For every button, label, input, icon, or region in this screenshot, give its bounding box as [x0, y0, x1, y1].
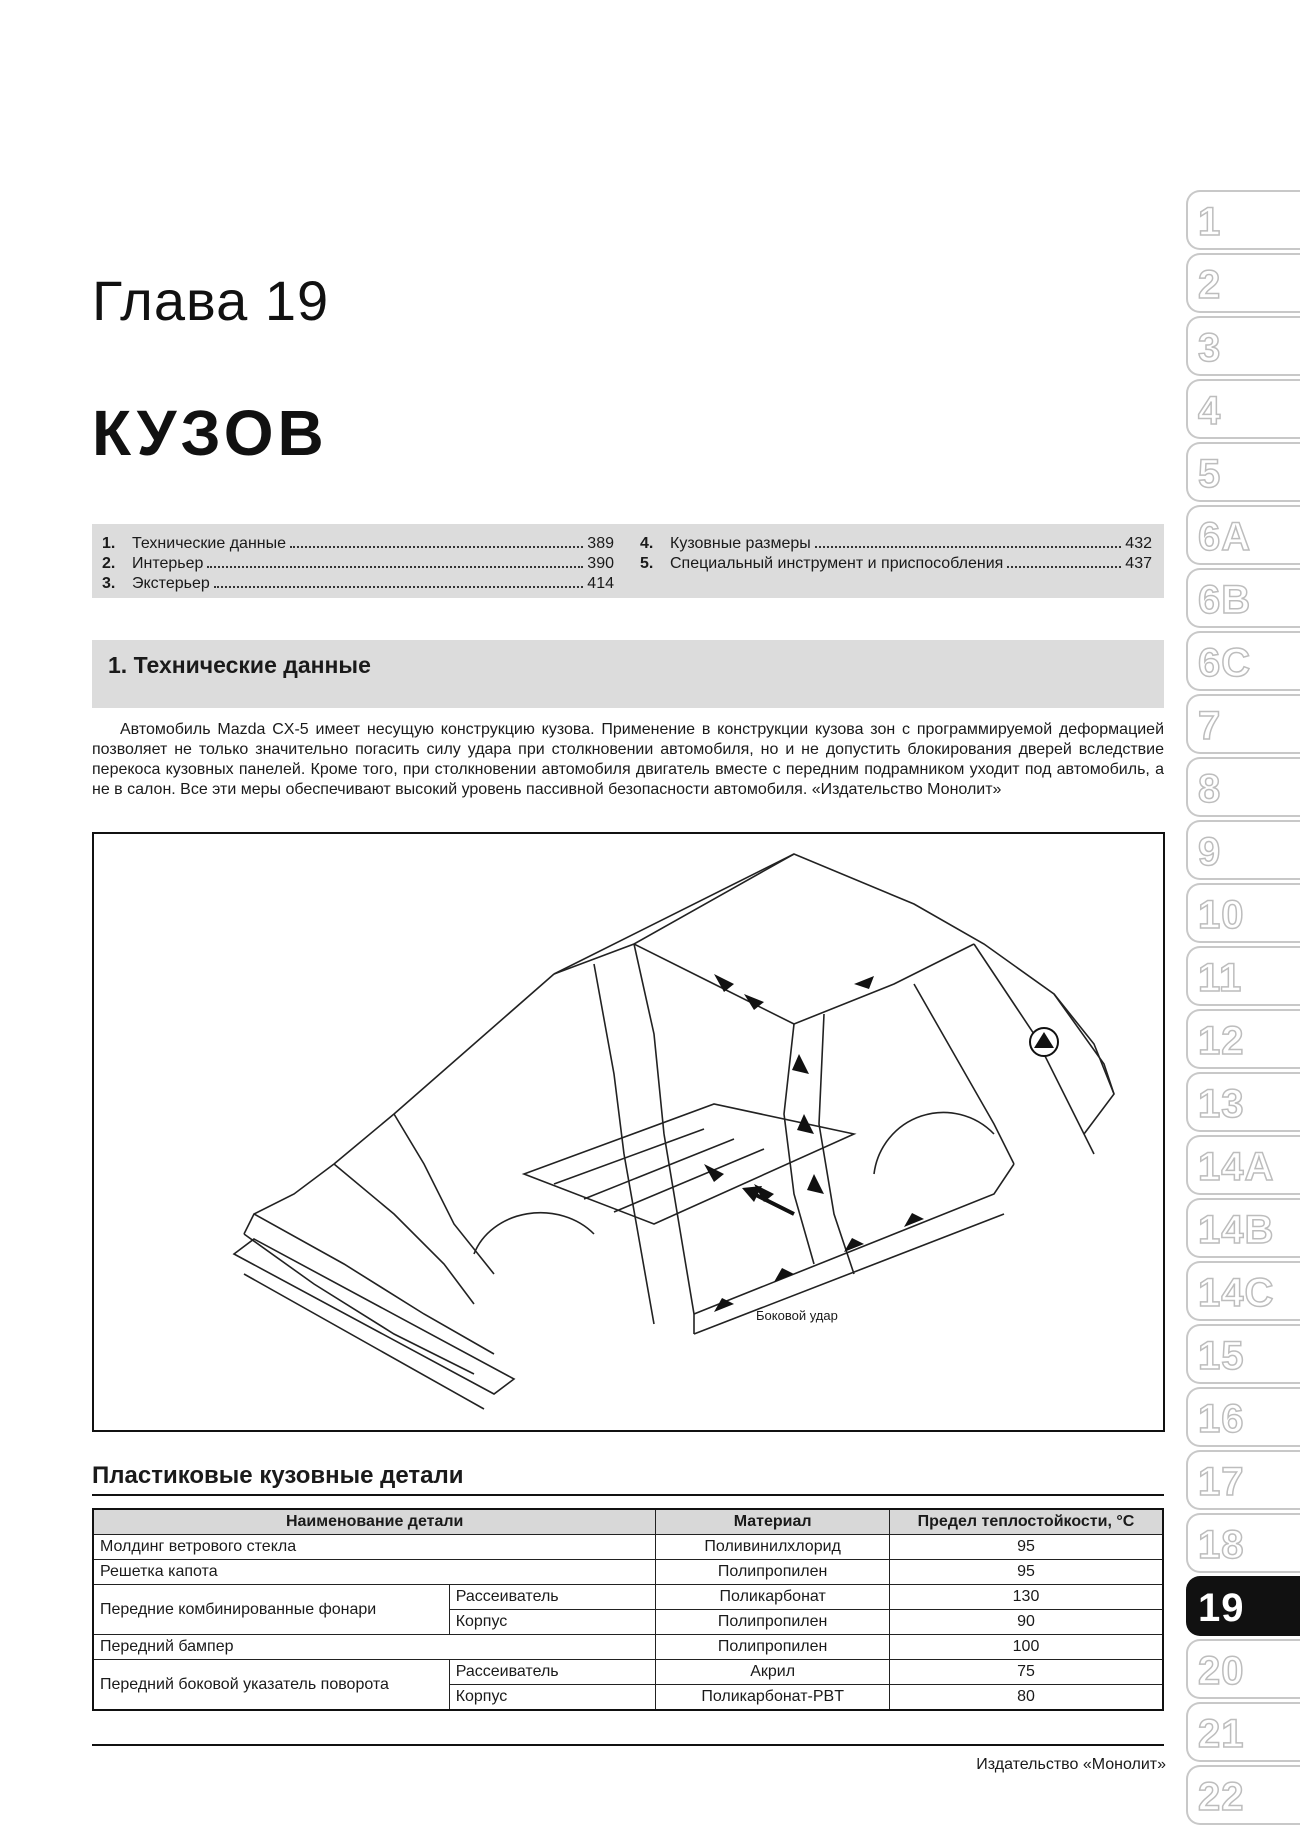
chapter-tab[interactable]: 18 — [1186, 1513, 1300, 1573]
plastic-parts-table — [92, 1508, 1164, 1711]
section-header — [92, 640, 1164, 708]
chapter-label: Глава 19 — [92, 269, 330, 332]
table-row: Передний бампер Полипропилен 100 — [93, 1635, 1163, 1660]
chapter-tab[interactable]: 10 — [1186, 883, 1300, 943]
col-header-name: Наименование детали — [93, 1509, 656, 1535]
chapter-tab[interactable]: 6C — [1186, 631, 1300, 691]
chapter-tab[interactable]: 7 — [1186, 694, 1300, 754]
chapter-tab[interactable]: 11 — [1186, 946, 1300, 1006]
chapter-tab-active[interactable]: 19 — [1186, 1576, 1300, 1636]
chapter-tab[interactable]: 5 — [1186, 442, 1300, 502]
table-row: Передний боковой указатель поворота Рассеиватель Акрил 75 — [93, 1660, 1163, 1685]
figure-caption: Боковой удар — [756, 1308, 838, 1323]
toc-entry[interactable]: 5. Специальный инструмент и приспособления 437 — [640, 555, 1152, 572]
table-of-contents — [92, 524, 1164, 598]
chapter-tab[interactable]: 14A — [1186, 1135, 1300, 1195]
footer-divider — [92, 1744, 1164, 1746]
chapter-tab[interactable]: 8 — [1186, 757, 1300, 817]
chapter-tab[interactable]: 12 — [1186, 1009, 1300, 1069]
toc-entry[interactable]: 1. Технические данные 389 — [102, 535, 614, 552]
col-header-limit: Предел теплостойкости, °С — [889, 1509, 1163, 1535]
chapter-tab[interactable]: 14B — [1186, 1198, 1300, 1258]
chapter-tab[interactable]: 4 — [1186, 379, 1300, 439]
chapter-tab[interactable]: 2 — [1186, 253, 1300, 313]
chapter-tab[interactable]: 16 — [1186, 1387, 1300, 1447]
publisher-footer: Издательство «Монолит» — [976, 1756, 1166, 1773]
chapter-tab[interactable]: 6A — [1186, 505, 1300, 565]
chapter-tab[interactable]: 3 — [1186, 316, 1300, 376]
chapter-tab[interactable]: 6B — [1186, 568, 1300, 628]
body-paragraph: Автомобиль Mazda CX-5 имеет несущую конструкцию кузова. Применение в конструкции кузова зон с программируемой деформацией позволяет не только значительно погасить силу удара при столкновении автомобиля, но и не допустить блокирования дверей вследствие перекоса кузовных панелей. Кроме того, при столкновении автомобиля двигатель вместе с передним подрамником уходит под автомобиль, а не в салон. Все эти меры обеспечивают высокий уровень пассивной безопасности автомобиля. «Издательство Монолит» — [92, 721, 1164, 798]
plastic-parts-heading: Пластиковые кузовные детали — [92, 1462, 1164, 1496]
chapter-tab[interactable]: 17 — [1186, 1450, 1300, 1510]
toc-entry[interactable]: 4. Кузовные размеры 432 — [640, 535, 1152, 552]
chapter-tabs — [1186, 190, 1300, 1828]
car-body-figure — [92, 832, 1165, 1432]
table-header-row — [93, 1509, 1163, 1535]
chapter-title: КУЗОВ — [92, 397, 328, 469]
chapter-tab[interactable]: 22 — [1186, 1765, 1300, 1825]
toc-entry[interactable]: 3. Экстерьер 414 — [102, 575, 614, 592]
chapter-tab[interactable]: 9 — [1186, 820, 1300, 880]
chapter-tab[interactable]: 13 — [1186, 1072, 1300, 1132]
table-row: Молдинг ветрового стекла Поливинилхлорид 95 — [93, 1535, 1163, 1560]
chapter-tab[interactable]: 21 — [1186, 1702, 1300, 1762]
chapter-tab[interactable]: 1 — [1186, 190, 1300, 250]
side-impact-arrow — [742, 1186, 794, 1214]
toc-entry[interactable]: 2. Интерьер 390 — [102, 555, 614, 572]
table-row: Решетка капота Полипропилен 95 — [93, 1560, 1163, 1585]
car-body-illustration — [94, 834, 1163, 1430]
chapter-tab[interactable]: 20 — [1186, 1639, 1300, 1699]
table-row: Корпус Поликарбонат-PBT 80 — [93, 1685, 1163, 1711]
table-row: Передние комбинированные фонари Рассеиватель Поликарбонат 130 — [93, 1585, 1163, 1610]
table-row: Корпус Полипропилен 90 — [93, 1610, 1163, 1635]
col-header-material: Материал — [656, 1509, 890, 1535]
chapter-tab[interactable]: 14C — [1186, 1261, 1300, 1321]
toc-column-left — [102, 534, 614, 594]
chapter-tab[interactable]: 15 — [1186, 1324, 1300, 1384]
section-title: 1. Технические данные — [108, 652, 371, 678]
reference-symbol-icon — [1030, 1028, 1058, 1056]
toc-column-right — [640, 534, 1152, 574]
